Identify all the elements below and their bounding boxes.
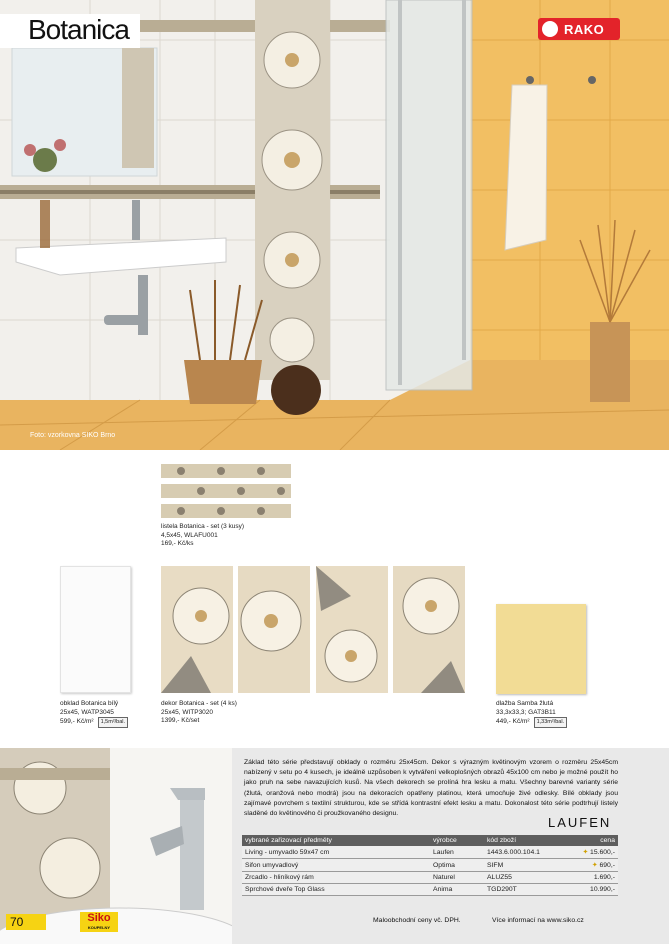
manufacturer: Laufen bbox=[430, 846, 484, 859]
siko-logo-subtext: KOUPELNY bbox=[87, 925, 111, 930]
obklad-name: obklad Botanica bílý bbox=[60, 700, 119, 707]
dekor-price: 1399,- Kč/set bbox=[161, 717, 200, 724]
siko-logo-text: Siko bbox=[87, 912, 111, 924]
listela-name: listela Botanica - set (3 kusy) bbox=[161, 523, 245, 530]
column-header-price: cena bbox=[560, 835, 618, 846]
dekor-spec: 25x45, WITP3020 bbox=[161, 708, 214, 716]
table-header-row bbox=[242, 835, 618, 846]
products-table bbox=[242, 835, 618, 896]
obklad-caption bbox=[60, 700, 160, 728]
page-number: 70 bbox=[6, 914, 46, 930]
obklad-spec: 25x45, WATP3045 bbox=[60, 708, 114, 716]
dekor-caption bbox=[161, 700, 301, 726]
product-name: Sifon umyvadlový bbox=[242, 859, 430, 872]
price bbox=[560, 859, 618, 872]
lion-icon: ✦ bbox=[591, 862, 598, 869]
obklad-badge: 1,5m²/bal. bbox=[98, 717, 128, 728]
listela-swatch-image bbox=[161, 464, 291, 520]
dlazba-spec: 33,3x33,3; GAT3B11 bbox=[496, 708, 556, 716]
price-value: 10.990,- bbox=[560, 884, 618, 896]
listela-spec: 4,5x45, WLAFU001 bbox=[161, 531, 218, 539]
siko-logo bbox=[80, 912, 118, 932]
product-code: ALUZ55 bbox=[484, 872, 560, 884]
price-value: 15.600,- bbox=[590, 849, 615, 856]
column-header-manufacturer: výrobce bbox=[430, 835, 484, 846]
product-code: SIFM bbox=[484, 859, 560, 872]
prices-note: Maloobchodní ceny vč. DPH. bbox=[373, 917, 461, 924]
dekor-name: dekor Botanica - set (4 ks) bbox=[161, 700, 237, 707]
listela-price: 169,- Kč/ks bbox=[161, 540, 194, 547]
manufacturer: Optima bbox=[430, 859, 484, 872]
website-info: Více informací na www.siko.cz bbox=[492, 917, 584, 924]
rako-logo bbox=[538, 18, 620, 40]
dlazba-badge: 1,33m²/bal. bbox=[534, 717, 568, 728]
table-row bbox=[242, 884, 618, 896]
dlazba-name: dlažba Samba žlutá bbox=[496, 700, 554, 707]
price bbox=[560, 846, 618, 859]
table-row bbox=[242, 846, 618, 859]
manufacturer: Naturel bbox=[430, 872, 484, 884]
price-value: 690,- bbox=[599, 862, 615, 869]
dlazba-caption bbox=[496, 700, 606, 728]
column-header-product: vybrané zařizovací předměty bbox=[242, 835, 430, 846]
obklad-price: 599,- Kč/m² bbox=[60, 718, 94, 725]
table-row bbox=[242, 872, 618, 884]
product-code: 1443.6.000.104.1 bbox=[484, 846, 560, 859]
price-value: 1.690,- bbox=[560, 872, 618, 884]
page-title: Botanica bbox=[28, 14, 129, 45]
dekor-swatch-image bbox=[161, 566, 466, 693]
series-description: Základ této série představují obklady o rozměru 25x45cm. Dekor s výrazným květinovým vzorem o rozměru 25x45cm nabízený v setu po 4 kusech, je ideálně uzpůsoben k vytváření velkoplošných obrazů 45x100 cm nebo je možné použít ho jako pruh na sebe navazujících kusů. Na všech dekorech se prolíná hra lesku a matu. Všechny barevné varianty série (žlutá, oranžová nebo modrá) jsou na dekoracích opatřeny platinou, která umocňuje živé odlesky. Bílé obklady jsou zajímavé povrchem s textilní strukturou, kde se střídá kontrastní efekt lesku a matu. Dokonalost této série podtrhují listely sladěné do květinového či proužkovaného designu. bbox=[244, 759, 618, 818]
dlazba-price: 449,- Kč/m² bbox=[496, 718, 530, 725]
hero-photo bbox=[0, 0, 669, 450]
product-name: Sprchové dveře Top Glass bbox=[242, 884, 430, 896]
product-name: Zrcadlo - hliníkový rám bbox=[242, 872, 430, 884]
column-header-code: kód zboží bbox=[484, 835, 560, 846]
laufen-logo: LAUFEN bbox=[548, 815, 612, 830]
table-row bbox=[242, 859, 618, 872]
obklad-swatch-image bbox=[60, 566, 131, 693]
product-name: Living - umyvadlo 59x47 cm bbox=[242, 846, 430, 859]
manufacturer: Anima bbox=[430, 884, 484, 896]
lion-icon: ✦ bbox=[582, 849, 589, 856]
dlazba-swatch-image bbox=[496, 604, 586, 694]
rako-emblem-icon bbox=[542, 21, 558, 37]
rako-logo-text: RAKO bbox=[564, 21, 605, 37]
listela-caption bbox=[161, 523, 301, 549]
photo-credit: Foto: vzorkovna SIKO Brno bbox=[30, 432, 116, 439]
product-code: TGD290T bbox=[484, 884, 560, 896]
